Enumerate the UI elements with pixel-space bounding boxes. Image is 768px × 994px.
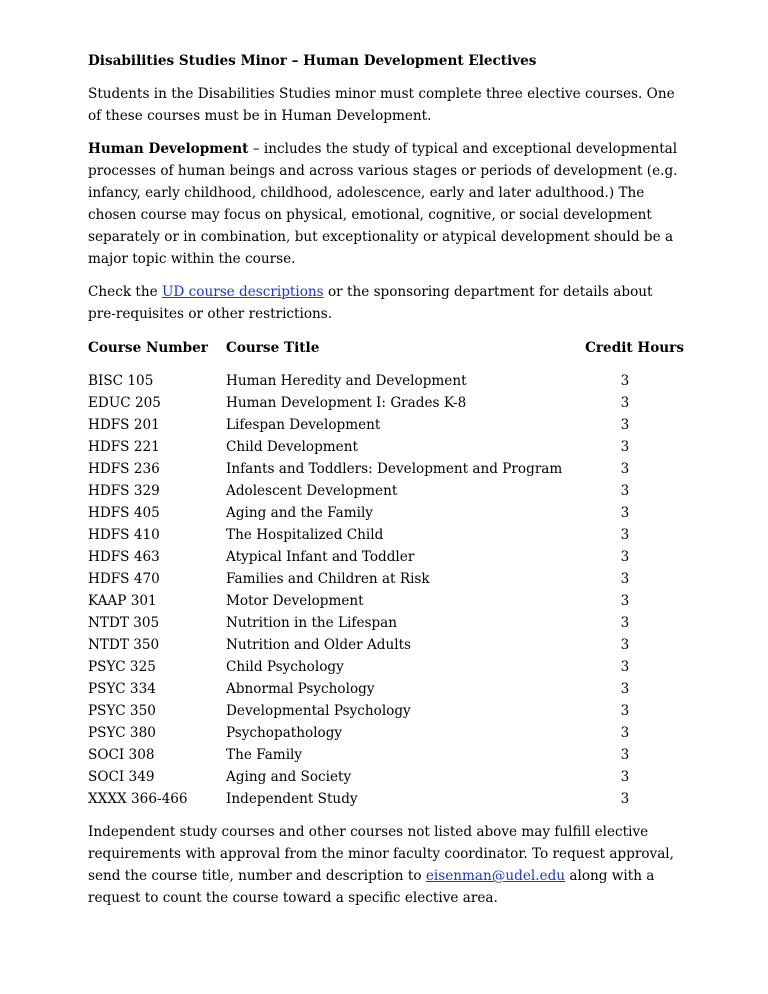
credit-hours-cell: 3 [620, 659, 630, 675]
credit-hours-cell: 3 [620, 505, 630, 521]
table-row [88, 524, 684, 546]
course-title-cell: Child Development [226, 439, 358, 455]
course-title-cell: Human Development I: Grades K-8 [226, 395, 467, 411]
table-row [88, 392, 684, 414]
course-title-cell: Aging and Society [226, 769, 352, 785]
course-number-cell: NTDT 305 [88, 615, 160, 631]
course-number-cell: NTDT 350 [88, 637, 160, 653]
credit-hours-cell: 3 [620, 483, 630, 499]
credit-hours-cell: 3 [620, 769, 630, 785]
table-row [88, 678, 684, 700]
table-row [88, 700, 684, 722]
table-row [88, 766, 684, 788]
course-number-cell: EDUC 205 [88, 395, 161, 411]
human-development-paragraph [88, 138, 684, 270]
human-development-term: Human Development [88, 141, 249, 157]
table-row [88, 480, 684, 502]
table-row [88, 634, 684, 656]
course-title-cell: Human Heredity and Development [226, 373, 467, 389]
human-development-definition: – includes the study of typical and exceptional developmental processes of human beings and across various stages or periods of development (e.g. infancy, early childhood, childhood, adolescence, early and later adulthood.) The chosen course may focus on physical, emotional, cognitive, or social development separately or in combination, but exceptionality or atypical development should be a major topic within the course. [88, 141, 678, 267]
course-number-cell: HDFS 201 [88, 417, 160, 433]
credit-hours-cell: 3 [620, 439, 630, 455]
table-row [88, 590, 684, 612]
credit-hours-cell: 3 [620, 747, 630, 763]
table-row [88, 502, 684, 524]
coordinator-email-link[interactable]: eisenman@udel.edu [425, 868, 566, 884]
course-number-cell: HDFS 463 [88, 549, 160, 565]
credit-hours-cell: 3 [620, 527, 630, 543]
table-row [88, 788, 684, 810]
course-number-cell: PSYC 325 [88, 659, 156, 675]
credit-hours-cell: 3 [620, 791, 630, 807]
footer-text-after: along with a request to count the course toward a specific elective area. [88, 868, 655, 906]
footer-text-before: Independent study courses and other courses not listed above may fulfill elective requirements with approval from the minor faculty coordinator. To request approval, send the course title, number and description to [88, 824, 674, 884]
course-table-header [88, 337, 684, 359]
table-row [88, 436, 684, 458]
table-row [88, 568, 684, 590]
course-number-cell: PSYC 380 [88, 725, 156, 741]
course-title-cell: Child Psychology [226, 659, 344, 675]
table-row [88, 458, 684, 480]
footer-paragraph [88, 821, 684, 909]
course-title-cell: Lifespan Development [226, 417, 381, 433]
course-title-cell: Atypical Infant and Toddler [226, 549, 415, 565]
credit-hours-cell: 3 [620, 461, 630, 477]
course-title-cell: Independent Study [226, 791, 358, 807]
course-number-cell: SOCI 349 [88, 769, 155, 785]
course-title-cell: Infants and Toddlers: Development and Program [226, 461, 563, 477]
check-text-after: or the sponsoring department for details about pre-requisites or other restrictions. [88, 284, 653, 322]
course-number-cell: PSYC 350 [88, 703, 156, 719]
credit-hours-cell: 3 [620, 703, 630, 719]
intro-paragraph: Students in the Disabilities Studies minor must complete three elective courses. One of these courses must be in Human Development. [88, 86, 675, 124]
check-paragraph [88, 281, 684, 325]
course-number-cell: PSYC 334 [88, 681, 156, 697]
course-table-rows [88, 370, 684, 810]
course-title-cell: The Family [226, 747, 303, 763]
header-course-number: Course Number [88, 340, 208, 356]
course-number-cell: HDFS 470 [88, 571, 160, 587]
course-title-cell: Adolescent Development [226, 483, 398, 499]
course-title-cell: Nutrition and Older Adults [226, 637, 412, 653]
credit-hours-cell: 3 [620, 615, 630, 631]
credit-hours-cell: 3 [620, 395, 630, 411]
course-title-cell: Motor Development [226, 593, 364, 609]
credit-hours-cell: 3 [620, 637, 630, 653]
credit-hours-cell: 3 [620, 549, 630, 565]
course-table [88, 337, 684, 810]
credit-hours-cell: 3 [620, 417, 630, 433]
table-row [88, 546, 684, 568]
credit-hours-cell: 3 [620, 571, 630, 587]
table-row [88, 722, 684, 744]
credit-hours-cell: 3 [620, 373, 630, 389]
header-course-title: Course Title [226, 340, 320, 356]
check-text-before: Check the [88, 284, 162, 300]
course-number-cell: BISC 105 [88, 373, 154, 389]
credit-hours-cell: 3 [620, 725, 630, 741]
course-number-cell: HDFS 329 [88, 483, 160, 499]
course-number-cell: HDFS 236 [88, 461, 160, 477]
page-title: Disabilities Studies Minor – Human Development Electives [88, 53, 537, 69]
table-row [88, 414, 684, 436]
course-title-cell: The Hospitalized Child [226, 527, 384, 543]
table-row [88, 612, 684, 634]
table-row [88, 744, 684, 766]
course-number-cell: KAAP 301 [88, 593, 157, 609]
course-descriptions-link[interactable]: UD course descriptions [161, 284, 324, 300]
course-title-cell: Abnormal Psychology [226, 681, 375, 697]
credit-hours-cell: 3 [620, 593, 630, 609]
course-title-cell: Aging and the Family [226, 505, 373, 521]
course-number-cell: SOCI 308 [88, 747, 155, 763]
table-row [88, 656, 684, 678]
credit-hours-cell: 3 [620, 681, 630, 697]
course-title-cell: Psychopathology [226, 725, 343, 741]
header-credit-hours: Credit Hours [585, 340, 684, 356]
course-title-cell: Developmental Psychology [226, 703, 411, 719]
course-number-cell: HDFS 221 [88, 439, 160, 455]
document-body [88, 50, 684, 920]
course-number-cell: XXXX 366-466 [88, 791, 188, 807]
course-number-cell: HDFS 410 [88, 527, 160, 543]
table-row [88, 370, 684, 392]
course-title-cell: Families and Children at Risk [226, 571, 430, 587]
course-number-cell: HDFS 405 [88, 505, 160, 521]
course-title-cell: Nutrition in the Lifespan [226, 615, 398, 631]
